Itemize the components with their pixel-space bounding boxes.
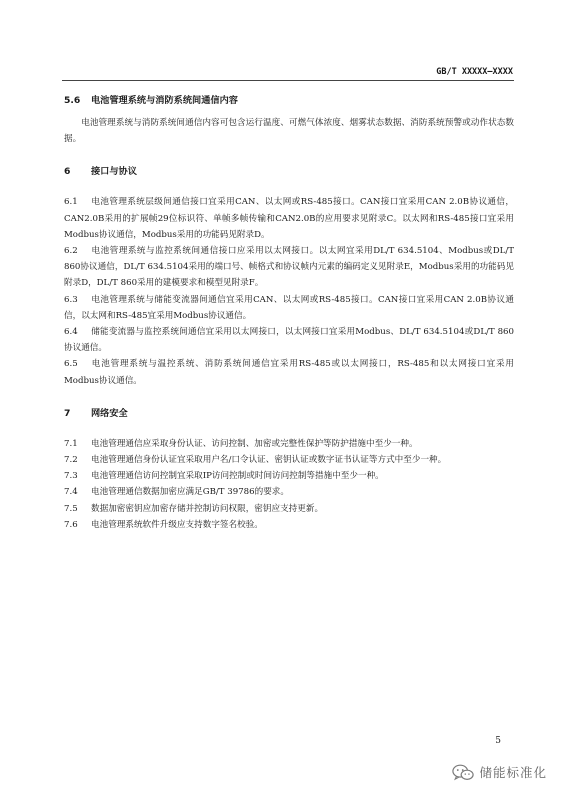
standard-code: GB/T XXXXX—XXXX — [436, 67, 513, 77]
clause-number: 6.5 — [64, 359, 78, 370]
clause-text: 电池管理系统层级间通信接口宜采用CAN、以太网或RS-485接口。CAN接口宜采用CAN 2.0B协议通信，CAN2.0B采用的扩展帧29位标识符、单帧多帧传输和CAN2.0B的应用要求见附录C。以太网和RS-485接口宜采用Modbus协议通信，Modbus采用的功能码见附录D。 — [64, 197, 514, 240]
clause-number: 6.3 — [64, 294, 78, 305]
clause-text: 电池管理通信数据加密应满足GB/T 39786的要求。 — [91, 487, 289, 498]
clause-7-1 — [64, 436, 514, 452]
clause-6-1 — [64, 194, 514, 243]
clause-number: 7.6 — [64, 519, 78, 530]
clause-number: 7.3 — [64, 471, 78, 482]
watermark — [452, 763, 547, 781]
clause-text: 电池管理系统与储能变流器间通信宜采用CAN、以太网或RS-485接口。CAN接口宜采用CAN 2.0B协议通信，以太网和RS-485宜采用Modbus协议通信。 — [64, 294, 514, 321]
section-heading-6 — [64, 165, 514, 178]
clause-7-3 — [64, 468, 514, 484]
section-title: 网络安全 — [91, 407, 128, 419]
clause-number: 7.4 — [64, 487, 78, 498]
clause-text: 电池管理系统与温控系统、消防系统间通信宜采用RS-485或以太网接口，RS-485和以太网接口宜采用Modbus协议通信。 — [64, 359, 514, 386]
clause-number: 6.2 — [64, 246, 78, 257]
section-heading-7 — [64, 407, 514, 420]
clause-6-2 — [64, 243, 514, 292]
watermark-text: 储能标准化 — [479, 765, 547, 780]
clause-7-2 — [64, 452, 514, 468]
clause-text: 储能变流器与监控系统间通信宜采用以太网接口，以太网接口宜采用Modbus、DL/T 634.5104或DL/T 860协议通信。 — [64, 327, 514, 354]
clause-text: 电池管理系统与监控系统间通信接口应采用以太网接口。以太网宜采用DL/T 634.5104、Modbus或DL/T 860协议通信，DL/T 634.5104采用的端口号、帧格式和协议帧内元素的编码定义见附录E，Modbus采用的功能码见附录D，DL/T 860采用的建模要求和模型见附录F。 — [64, 246, 514, 289]
clause-number: 7.2 — [64, 455, 78, 466]
section-number: 6 — [64, 166, 71, 178]
clause-text: 电池管理通信应采取身份认证、访问控制、加密或完整性保护等防护措施中至少一种。 — [91, 438, 418, 449]
clause-7-4 — [64, 484, 514, 500]
clause-6-4 — [64, 324, 514, 356]
clause-6-3 — [64, 292, 514, 324]
clause-7-5 — [64, 501, 514, 517]
section-title: 接口与协议 — [91, 166, 137, 178]
clause-text: 电池管理系统软件升级应支持数字签名校验。 — [91, 519, 263, 530]
clause-text: 电池管理通信访问控制宜采取IP访问控制或时间访问控制等措施中至少一种。 — [91, 471, 384, 482]
header-rule — [62, 80, 514, 81]
section-paragraph: 电池管理系统与消防系统间通信内容可包含运行温度、可燃气体浓度、烟雾状态数据、消防系统预警或动作状态数据。 — [64, 118, 514, 145]
page-content — [64, 94, 514, 533]
clause-text: 数据加密密钥应加密存储并控制访问权限，密钥应支持更新。 — [91, 503, 324, 514]
wechat-icon — [452, 764, 474, 781]
section-heading-5-6 — [64, 94, 514, 107]
page-number: 5 — [495, 736, 501, 746]
section-number: 5.6 — [64, 95, 81, 106]
clause-number: 6.1 — [64, 197, 78, 208]
clause-number: 6.4 — [64, 327, 78, 338]
clause-number: 7.5 — [64, 503, 78, 514]
clause-text: 电池管理通信身份认证宜采取用户名/口令认证、密钥认证或数字证书认证等方式中至少一种。 — [91, 455, 447, 466]
clause-number: 7.1 — [64, 438, 78, 449]
clause-7-6 — [64, 517, 514, 533]
section-title: 电池管理系统与消防系统间通信内容 — [91, 95, 238, 106]
section-number: 7 — [64, 407, 71, 419]
clause-6-5 — [64, 356, 514, 388]
